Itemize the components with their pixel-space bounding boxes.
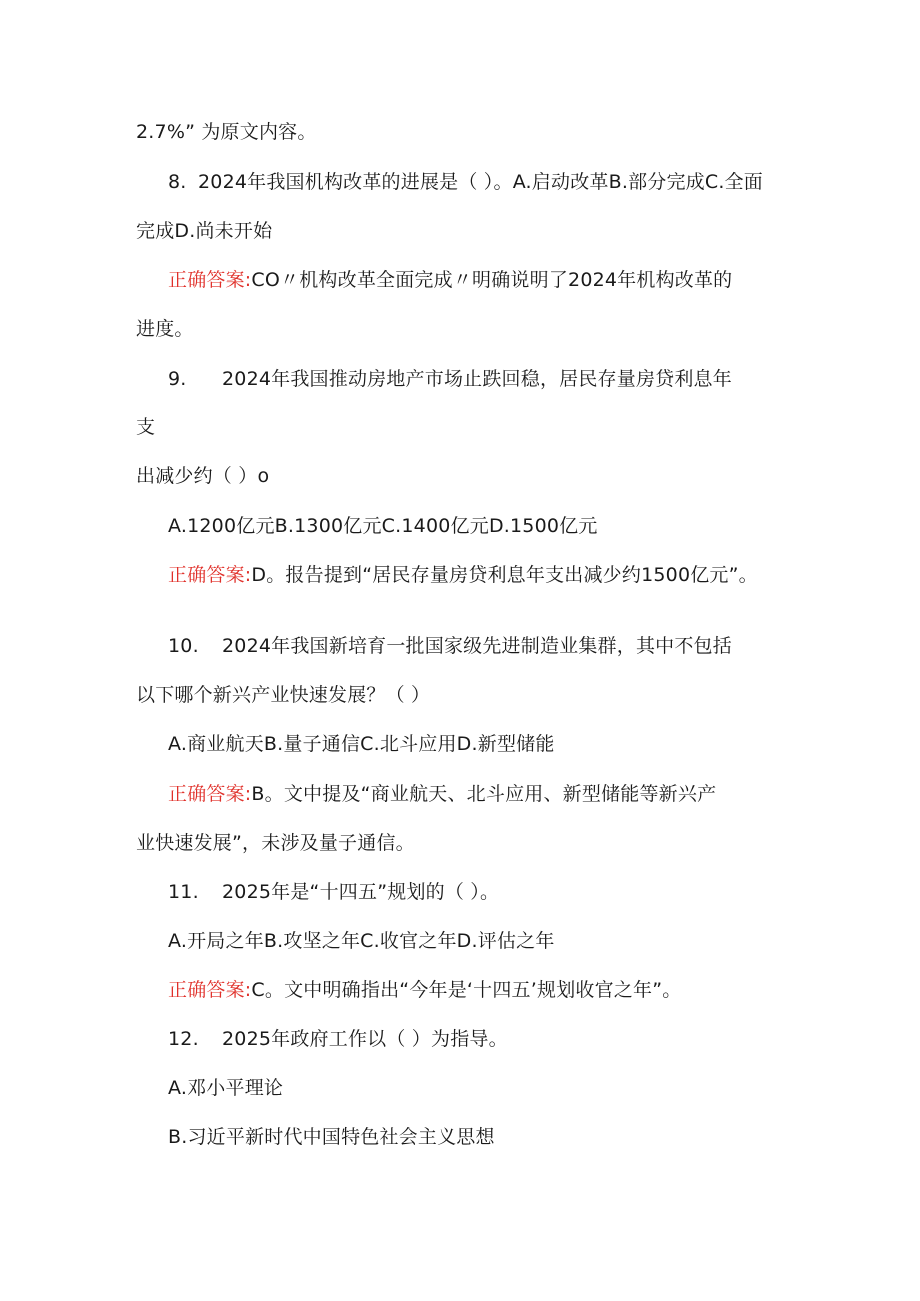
question-text: 2025年是“十四五”规划的（ ）。 xyxy=(222,881,500,903)
options-text: A.1200亿元B.1300亿元C.1400亿元D.1500亿元 xyxy=(168,515,598,537)
answer-8-continued xyxy=(136,315,194,343)
answer-9 xyxy=(168,561,758,589)
answer-text: D。报告提到“居民存量房贷利息年支出减少约1500亿元”。 xyxy=(251,564,758,586)
answer-label: 正确答案: xyxy=(168,269,252,291)
question-8-continued xyxy=(136,217,272,245)
answer-text: C。文中明确指出“今年是‘十四五’规划收官之年”。 xyxy=(251,979,682,1001)
question-number: 11. xyxy=(168,881,199,903)
answer-11 xyxy=(168,976,681,1004)
question-text: 2024年我国机构改革的进展是（ ）。A.启动改革B.部分完成C.全面 xyxy=(198,171,763,193)
option-text: B.习近平新时代中国特色社会主义思想 xyxy=(168,1126,495,1148)
question-12-option-a xyxy=(168,1074,283,1102)
option-text: A.邓小平理论 xyxy=(168,1077,284,1099)
question-11 xyxy=(168,878,499,906)
answer-label: 正确答案: xyxy=(168,783,252,805)
answer-text: 进度。 xyxy=(136,318,194,340)
text-line xyxy=(136,118,317,146)
answer-8 xyxy=(168,266,732,294)
question-number: 8. xyxy=(168,171,187,193)
answer-text: B。文中提及“商业航天、北斗应用、新型储能等新兴产 xyxy=(251,783,717,805)
options-text: A.开局之年B.攻坚之年C.收官之年D.评估之年 xyxy=(168,930,555,952)
question-text: 出减少约（ ）o xyxy=(136,465,270,487)
question-9 xyxy=(168,365,732,393)
answer-10-continued xyxy=(136,829,415,857)
question-text: 完成D.尚未开始 xyxy=(136,220,273,242)
question-9-options xyxy=(168,512,598,540)
question-9-continued xyxy=(136,413,155,441)
answer-text: CO〃机构改革全面完成〃明确说明了2024年机构改革的 xyxy=(251,269,733,291)
question-12 xyxy=(168,1025,508,1053)
question-12-option-b xyxy=(168,1123,495,1151)
question-10 xyxy=(168,632,732,660)
answer-label: 正确答案: xyxy=(168,979,252,1001)
question-number: 10. xyxy=(168,635,199,657)
continuation-text: 2.7%” 为原文内容。 xyxy=(136,121,317,143)
question-11-options xyxy=(168,927,555,955)
question-number: 9. xyxy=(168,368,187,390)
answer-label: 正确答案: xyxy=(168,564,252,586)
question-10-options xyxy=(168,730,555,758)
question-text: 2024年我国新培育一批国家级先进制造业集群，其中不包括 xyxy=(222,635,732,657)
options-text: A.商业航天B.量子通信C.北斗应用D.新型储能 xyxy=(168,733,555,755)
question-text: 支 xyxy=(136,416,156,438)
question-number: 12. xyxy=(168,1028,199,1050)
question-9-continued xyxy=(136,462,269,490)
question-text: 2024年我国推动房地产市场止跌回稳，居民存量房贷利息年 xyxy=(222,368,732,390)
question-10-continued xyxy=(136,681,430,709)
question-text: 以下哪个新兴产业快速发展？（ ） xyxy=(136,684,431,706)
question-8 xyxy=(168,168,763,196)
question-text: 2025年政府工作以（ ）为指导。 xyxy=(222,1028,508,1050)
answer-10 xyxy=(168,780,716,808)
answer-text: 业快速发展”，未涉及量子通信。 xyxy=(136,832,415,854)
